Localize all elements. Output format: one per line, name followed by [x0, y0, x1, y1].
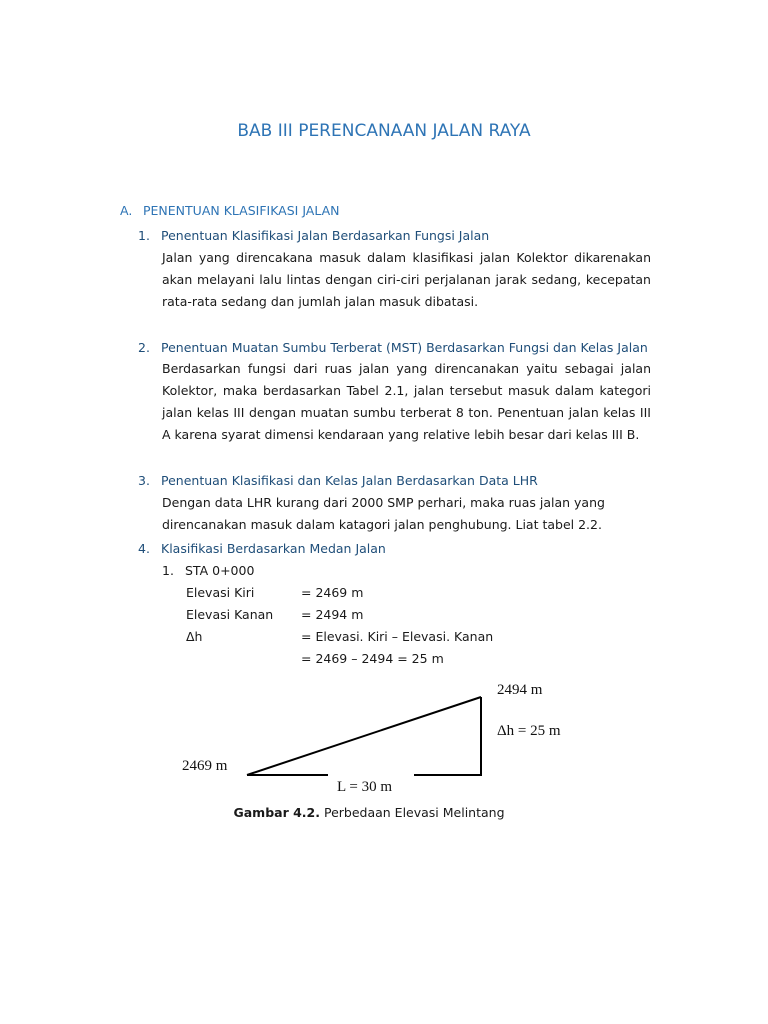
- page-title: BAB III PERENCANAAN JALAN RAYA: [237, 121, 531, 141]
- label-left-elevation: 2469 m: [182, 758, 228, 774]
- label-top-elevation: 2494 m: [497, 682, 543, 698]
- row-key: Elevasi Kanan: [186, 607, 274, 622]
- paragraph-line: jalan kelas III dengan muatan sumbu terberat 8 ton. Penentuan jalan kelas III: [162, 405, 651, 420]
- paragraph-line: akan melayani lalu lintas dengan ciri-ciri perjalanan jarak sedang, kecepatan: [162, 272, 651, 287]
- paragraph-line: Berdasarkan fungsi dari ruas jalan yang direncanakan yaitu sebagai jalan: [162, 361, 651, 376]
- item-4-number: 4.: [138, 541, 150, 556]
- paragraph-line: Jalan yang direncakana masuk dalam klasifikasi jalan Kolektor dikarenakan: [162, 250, 651, 265]
- elevation-row-right-value: = 2494 m: [301, 607, 364, 622]
- item-3-number: 3.: [138, 473, 150, 488]
- row-key: Elevasi Kiri: [186, 585, 255, 600]
- label-length: L = 30 m: [337, 779, 392, 795]
- elevation-row-left-value: = 2469 m: [301, 585, 364, 600]
- paragraph-line: Kolektor, maka berdasarkan Tabel 2.1, jalan tersebut masuk dalam kategori: [162, 383, 651, 398]
- section-a-marker: A.: [120, 203, 133, 218]
- paragraph-line: A karena syarat dimensi kendaraan yang relative lebih besar dari kelas III B.: [162, 427, 640, 442]
- paragraph-line: Dengan data LHR kurang dari 2000 SMP perhari, maka ruas jalan yang: [162, 495, 605, 510]
- sta-label: STA 0+000: [185, 563, 255, 578]
- caption-label: Gambar 4.2.: [233, 805, 320, 820]
- sta-number: 1.: [162, 563, 174, 578]
- item-1-title: Penentuan Klasifikasi Jalan Berdasarkan Fungsi Jalan: [161, 228, 490, 243]
- label-delta-h: Δh = 25 m: [497, 723, 561, 739]
- figure-caption: [0, 805, 738, 820]
- caption-text: Perbedaan Elevasi Melintang: [320, 805, 505, 820]
- row-key: Δh: [186, 629, 203, 644]
- paragraph-line: direncanakan masuk dalam katagori jalan penghubung. Liat tabel 2.2.: [162, 517, 602, 532]
- delta-h-result: = 2469 – 2494 = 25 m: [301, 651, 444, 666]
- item-2-title: Penentuan Muatan Sumbu Terberat (MST) Berdasarkan Fungsi dan Kelas Jalan: [161, 340, 648, 355]
- paragraph-line: rata-rata sedang dan jumlah jalan masuk dibatasi.: [162, 294, 479, 309]
- slope-line: [247, 697, 481, 775]
- delta-h-formula: = Elevasi. Kiri – Elevasi. Kanan: [301, 629, 494, 644]
- item-2-number: 2.: [138, 340, 150, 355]
- section-a-text: PENENTUAN KLASIFIKASI JALAN: [143, 203, 340, 218]
- item-3-title: Penentuan Klasifikasi dan Kelas Jalan Berdasarkan Data LHR: [161, 473, 538, 488]
- item-1-number: 1.: [138, 228, 150, 243]
- item-4-title: Klasifikasi Berdasarkan Medan Jalan: [161, 541, 386, 556]
